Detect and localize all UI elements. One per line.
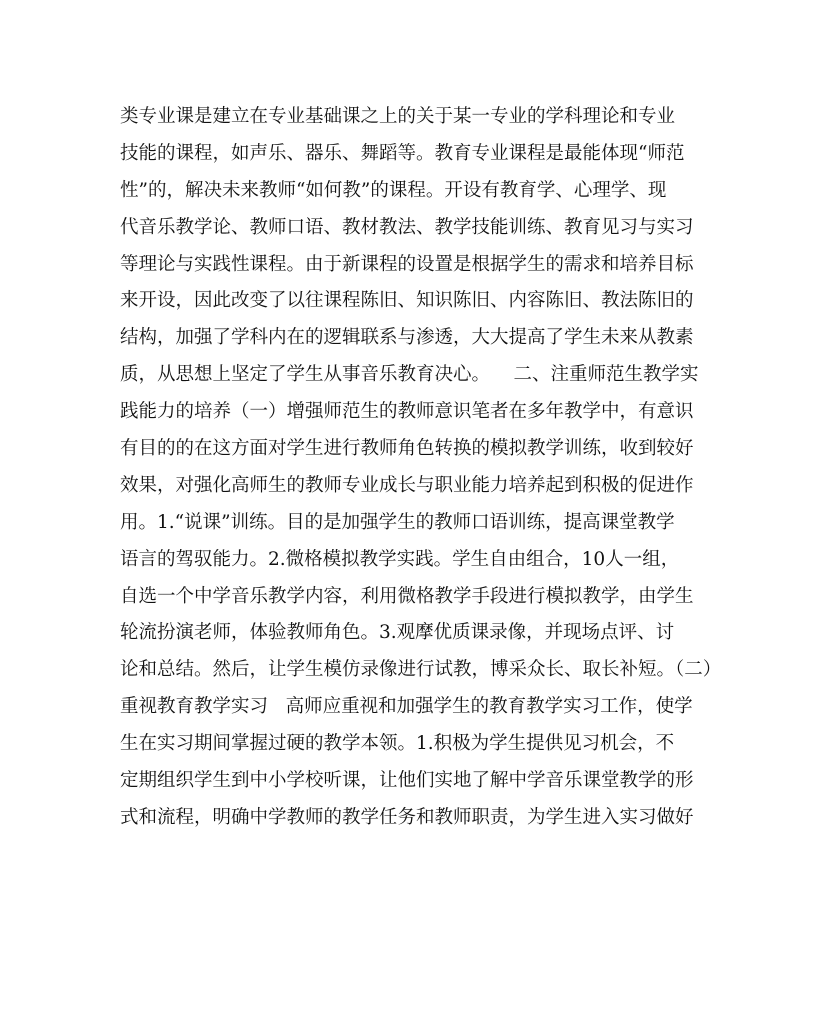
text-line: 轮流扮演老师，体验教师角色。3.观摩优质课录像，并现场点评、讨: [120, 622, 675, 644]
text-line: 重视教育教学实习 高师应重视和加强学生的教育教学实习工作，使学: [120, 696, 693, 718]
text-line: 技能的课程，如声乐、器乐、舞蹈等。教育专业课程是最能体现“师范: [120, 142, 685, 164]
text-line: 性”的，解决未来教师“如何教”的课程。开设有教育学、心理学、现: [120, 179, 667, 201]
text-line: 类专业课是建立在专业基础课之上的关于某一专业的学科理论和专业: [120, 106, 676, 127]
text-line: 自选一个中学音乐教学内容，利用微格教学手段进行模拟教学，由学生: [120, 585, 694, 607]
text-line: 定期组织学生到中小学校听课，让他们实地了解中学音乐课堂教学的形: [120, 770, 694, 792]
text-line: 践能力的培养（一）增强师范生的教师意识笔者在多年教学中，有意识: [120, 401, 694, 423]
text-line: 式和流程，明确中学教师的教学任务和教师职责，为学生进入实习做好: [120, 806, 694, 828]
text-line: 来开设，因此改变了以往课程陈旧、知识陈旧、内容陈旧、教法陈旧的: [120, 290, 694, 312]
text-line: 用。1.“说课”训练。目的是加强学生的教师口语训练，提高课堂教学: [120, 511, 675, 533]
text-line: 论和总结。然后，让学生模仿录像进行试教，博采众长、取长补短。（二）: [120, 659, 722, 681]
text-line: 语言的驾驭能力。2.微格模拟教学实践。学生自由组合，10人一组，: [120, 548, 680, 570]
text-line: 有目的的在这方面对学生进行教师角色转换的模拟教学训练，收到较好: [120, 438, 694, 460]
text-line: 效果，对强化高师生的教师专业成长与职业能力培养起到积极的促进作: [120, 474, 694, 496]
body-text: [120, 99, 722, 837]
text-line: 质，从思想上坚定了学生从事音乐教育决心。 二、注重师范生教学实: [120, 364, 699, 386]
text-line: 结构，加强了学科内在的逻辑联系与渗透，大大提高了学生未来从教素: [120, 327, 694, 349]
text-line: 生在实习期间掌握过硬的教学本领。1.积极为学生提供见习机会，不: [120, 733, 675, 755]
text-line: 等理论与实践性课程。由于新课程的设置是根据学生的需求和培养目标: [120, 253, 694, 275]
text-line: 代音乐教学论、教师口语、教材教法、教学技能训练、教育见习与实习: [120, 216, 694, 238]
